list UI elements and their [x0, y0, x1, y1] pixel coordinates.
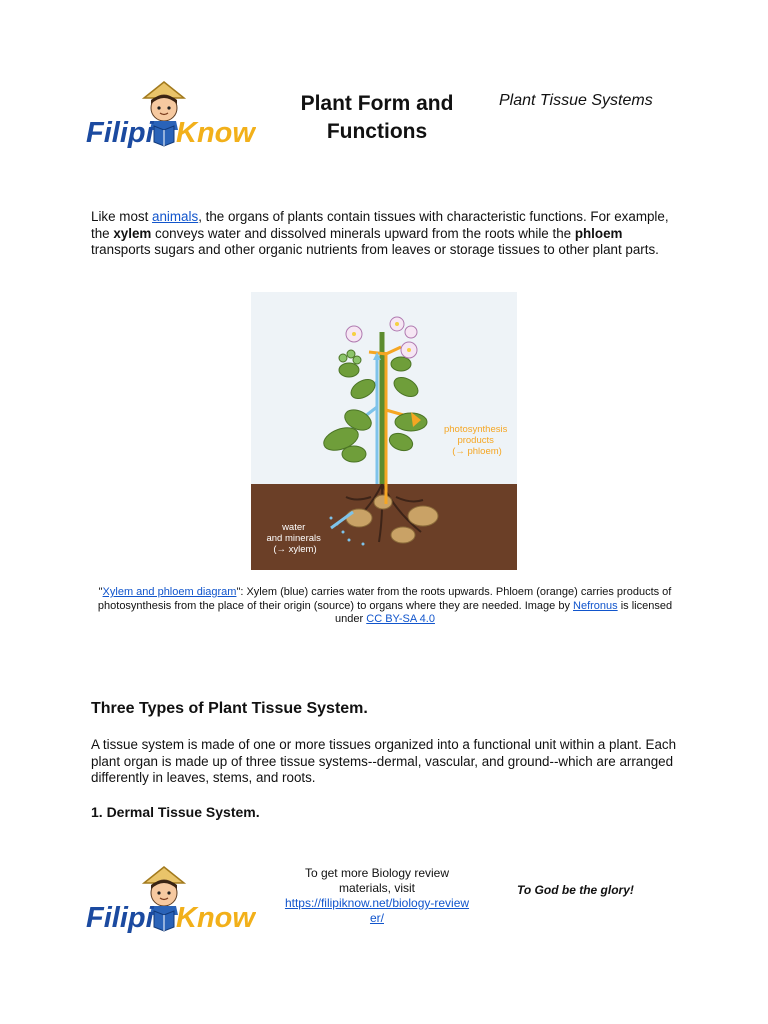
tissue-system-paragraph: A tissue system is made of one or more tissues organized into a functional unit within a plant. Each plant organ is made up of three tissue systems--dermal, vascular, and ground--which are arranged differently in leaves, stems, and roots. [91, 737, 677, 786]
phloem-label-line2: products [457, 435, 494, 446]
subsection-heading: 1. Dermal Tissue System. [91, 804, 260, 820]
figure-caption [92, 586, 678, 627]
intro-text: Like most [91, 209, 153, 224]
xylem-label-line3: (→ xylem) [273, 544, 317, 555]
animals-link[interactable]: animals [152, 209, 199, 224]
intro-text: conveys water and dissolved minerals upward from the roots while the [151, 225, 575, 241]
intro-text: transports sugars and other organic nutrients from leaves or storage tissues to other plant parts. [91, 242, 659, 258]
logo-text-filipi: Filipi [86, 117, 154, 149]
logo-text-filipi: Filipi [86, 902, 154, 934]
footer-text: To get more Biology review materials, visit [304, 866, 450, 895]
caption-text: ": Xylem (blue) carries water from the roots upwards. Phloem (orange) carries products of photosynthesis from the place of their origin (source) to organs where they are needed. Image by [97, 586, 672, 612]
intro-paragraph [91, 209, 681, 259]
license-link[interactable]: CC BY-SA 4.0 [366, 613, 435, 625]
diagram-source-link[interactable]: Xylem and phloem diagram [102, 586, 237, 598]
footer-message [284, 866, 470, 926]
logo-text-know: Know [176, 902, 255, 934]
author-link[interactable]: Nefronus [573, 599, 618, 612]
xylem-label-line2: and minerals [266, 533, 321, 544]
intro-text: , the organs of plants contain tissues with characteristic functions. For example, the [91, 209, 669, 241]
biology-reviewer-link[interactable]: https://filipiknow.net/biology-reviewer/ [284, 896, 470, 925]
filipiknow-logo-footer [84, 861, 256, 961]
footer-motto: To God be the glory! [517, 883, 634, 897]
logo-text-know: Know [176, 117, 255, 149]
page-title: Plant Form and Functions [300, 92, 454, 143]
phloem-label-line1: photosynthesis [443, 424, 508, 435]
phloem-label-line3: (→ phloem) [452, 446, 502, 457]
page-subtitle: Plant Tissue Systems [499, 92, 653, 109]
phloem-term: phloem [574, 225, 623, 241]
caption-text: " [98, 586, 103, 598]
caption-text: is licensed under [335, 599, 673, 625]
xylem-phloem-diagram [251, 292, 517, 570]
section-heading: Three Types of Plant Tissue System. [91, 700, 368, 717]
xylem-label-line1: water [282, 522, 306, 533]
xylem-term: xylem [113, 225, 152, 241]
filipiknow-logo [84, 76, 256, 176]
